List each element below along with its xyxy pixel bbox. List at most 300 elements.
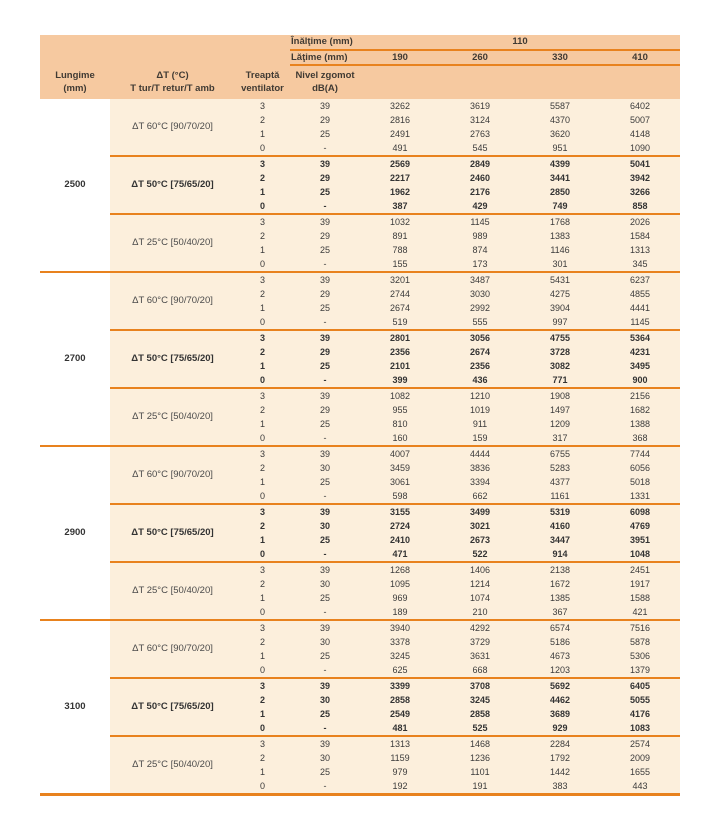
value-cell: 771 <box>520 373 600 388</box>
value-cell: 1032 <box>360 214 440 229</box>
zgomot-cell: 25 <box>290 417 360 431</box>
latime-value-410: 410 <box>600 50 680 65</box>
value-cell: 3441 <box>520 171 600 185</box>
zgomot-cell: - <box>290 199 360 214</box>
value-cell: 1048 <box>600 547 680 562</box>
value-cell: 429 <box>440 199 520 214</box>
latime-value-260: 260 <box>440 50 520 65</box>
value-cell: 4176 <box>600 707 680 721</box>
value-cell: 891 <box>360 229 440 243</box>
delta-t-cell: ΔT 25°C [50/40/20] <box>110 562 235 620</box>
treapta-cell: 0 <box>235 779 290 795</box>
treapta-cell: 1 <box>235 707 290 721</box>
value-cell: 3499 <box>440 504 520 519</box>
value-cell: 951 <box>520 141 600 156</box>
value-cell: 5878 <box>600 635 680 649</box>
zgomot-cell: - <box>290 663 360 678</box>
value-cell: 911 <box>440 417 520 431</box>
zgomot-cell: 25 <box>290 127 360 141</box>
value-cell: 2026 <box>600 214 680 229</box>
value-cell: 1406 <box>440 562 520 577</box>
treapta-cell: 2 <box>235 287 290 301</box>
value-cell: 189 <box>360 605 440 620</box>
value-cell: 1768 <box>520 214 600 229</box>
value-cell: 2491 <box>360 127 440 141</box>
value-cell: 5364 <box>600 330 680 345</box>
value-cell: 3904 <box>520 301 600 315</box>
value-cell: 3708 <box>440 678 520 693</box>
value-cell: 491 <box>360 141 440 156</box>
value-cell: 3030 <box>440 287 520 301</box>
value-cell: 1468 <box>440 736 520 751</box>
treapta-cell: 2 <box>235 171 290 185</box>
zgomot-cell: 30 <box>290 519 360 533</box>
value-cell: 2801 <box>360 330 440 345</box>
treapta-cell: 2 <box>235 461 290 475</box>
value-cell: 2850 <box>520 185 600 199</box>
value-cell: 3942 <box>600 171 680 185</box>
value-cell: 3940 <box>360 620 440 635</box>
table-row <box>40 214 680 229</box>
value-cell: 191 <box>440 779 520 795</box>
latime-label: Lăţime (mm) <box>290 50 360 65</box>
zgomot-cell: - <box>290 721 360 736</box>
value-cell: 6237 <box>600 272 680 287</box>
value-cell: 2138 <box>520 562 600 577</box>
value-cell: 160 <box>360 431 440 446</box>
value-cell: 368 <box>600 431 680 446</box>
zgomot-cell: - <box>290 431 360 446</box>
zgomot-cell: 30 <box>290 461 360 475</box>
zgomot-cell: 30 <box>290 577 360 591</box>
value-cell: 210 <box>440 605 520 620</box>
value-cell: 519 <box>360 315 440 330</box>
header-text-line: T tur/T retur/T amb <box>130 83 215 95</box>
treapta-cell: 2 <box>235 345 290 359</box>
value-cell: 1385 <box>520 591 600 605</box>
treapta-cell: 2 <box>235 693 290 707</box>
zgomot-cell: 39 <box>290 99 360 113</box>
value-cell: 929 <box>520 721 600 736</box>
treapta-cell: 2 <box>235 577 290 591</box>
value-cell: 4148 <box>600 127 680 141</box>
value-cell: 1584 <box>600 229 680 243</box>
delta-t-column-header <box>110 65 235 99</box>
treapta-cell: 1 <box>235 301 290 315</box>
value-cell: 3619 <box>440 99 520 113</box>
value-cell: 5431 <box>520 272 600 287</box>
treapta-cell: 3 <box>235 330 290 345</box>
treapta-cell: 3 <box>235 620 290 635</box>
value-cell: 5692 <box>520 678 600 693</box>
value-cell: 3056 <box>440 330 520 345</box>
value-cell: 6405 <box>600 678 680 693</box>
value-cell: 1672 <box>520 577 600 591</box>
latime-value-330: 330 <box>520 50 600 65</box>
value-cell: 7744 <box>600 446 680 461</box>
value-cell: 2574 <box>600 736 680 751</box>
value-cell: 2101 <box>360 359 440 373</box>
value-cell: 4855 <box>600 287 680 301</box>
value-cell: 2284 <box>520 736 600 751</box>
table-row <box>40 736 680 751</box>
delta-t-cell: ΔT 60°C [90/70/20] <box>110 272 235 330</box>
value-cell: 3487 <box>440 272 520 287</box>
table-row <box>40 446 680 461</box>
value-cell: 5587 <box>520 99 600 113</box>
treapta-cell: 3 <box>235 99 290 113</box>
value-cell: 3245 <box>360 649 440 663</box>
value-cell: 5018 <box>600 475 680 489</box>
zgomot-cell: 39 <box>290 388 360 403</box>
value-cell: 1210 <box>440 388 520 403</box>
zgomot-cell: 29 <box>290 287 360 301</box>
value-cell: 3124 <box>440 113 520 127</box>
value-cell: 3447 <box>520 533 600 547</box>
header-text-line: ΔT (°C) <box>156 70 189 82</box>
zgomot-cell: - <box>290 373 360 388</box>
value-cell: 810 <box>360 417 440 431</box>
value-cell: 481 <box>360 721 440 736</box>
value-cell: 625 <box>360 663 440 678</box>
value-cell: 5319 <box>520 504 600 519</box>
zgomot-cell: 25 <box>290 591 360 605</box>
value-cell: 4441 <box>600 301 680 315</box>
value-cell: 874 <box>440 243 520 257</box>
zgomot-cell: - <box>290 779 360 795</box>
value-cell: 1331 <box>600 489 680 504</box>
treapta-cell: 1 <box>235 533 290 547</box>
table-row <box>40 156 680 171</box>
value-cell: 5306 <box>600 649 680 663</box>
treapta-cell: 0 <box>235 721 290 736</box>
treapta-cell: 3 <box>235 736 290 751</box>
delta-t-cell: ΔT 25°C [50/40/20] <box>110 736 235 795</box>
value-cell: 471 <box>360 547 440 562</box>
inaltime-label: Înălţime (mm) <box>290 35 360 50</box>
value-cell: 3061 <box>360 475 440 489</box>
zgomot-cell: 25 <box>290 359 360 373</box>
table-row <box>40 388 680 403</box>
value-cell: 900 <box>600 373 680 388</box>
table-row <box>40 678 680 693</box>
table-row <box>40 99 680 113</box>
value-cell: 4444 <box>440 446 520 461</box>
treapta-cell: 3 <box>235 562 290 577</box>
treapta-cell: 0 <box>235 315 290 330</box>
value-cell: 1497 <box>520 403 600 417</box>
value-cell: 5283 <box>520 461 600 475</box>
value-cell: 4755 <box>520 330 600 345</box>
value-cell: 2549 <box>360 707 440 721</box>
header-blank-cell <box>360 65 680 99</box>
value-cell: 3021 <box>440 519 520 533</box>
value-cell: 3262 <box>360 99 440 113</box>
value-cell: 1203 <box>520 663 600 678</box>
value-cell: 6098 <box>600 504 680 519</box>
value-cell: 436 <box>440 373 520 388</box>
radiator-output-table <box>40 35 680 796</box>
value-cell: 1588 <box>600 591 680 605</box>
treapta-cell: 1 <box>235 417 290 431</box>
value-cell: 3378 <box>360 635 440 649</box>
treapta-cell: 1 <box>235 127 290 141</box>
value-cell: 1083 <box>600 721 680 736</box>
treapta-cell: 2 <box>235 751 290 765</box>
table-row <box>40 272 680 287</box>
zgomot-cell: 30 <box>290 693 360 707</box>
zgomot-cell: 25 <box>290 185 360 199</box>
value-cell: 3620 <box>520 127 600 141</box>
treapta-cell: 3 <box>235 446 290 461</box>
header-text-line: ventilator <box>241 83 284 95</box>
value-cell: 1268 <box>360 562 440 577</box>
value-cell: 1313 <box>360 736 440 751</box>
lungime-cell: 2700 <box>40 272 110 446</box>
value-cell: 4377 <box>520 475 600 489</box>
value-cell: 173 <box>440 257 520 272</box>
value-cell: 1145 <box>600 315 680 330</box>
treapta-cell: 0 <box>235 489 290 504</box>
value-cell: 997 <box>520 315 600 330</box>
table-row <box>40 504 680 519</box>
value-cell: 4007 <box>360 446 440 461</box>
header-text-line: Nivel zgomot <box>295 70 355 82</box>
value-cell: 1236 <box>440 751 520 765</box>
value-cell: 7516 <box>600 620 680 635</box>
value-cell: 3266 <box>600 185 680 199</box>
column-header-row <box>40 65 680 99</box>
table-header <box>40 35 680 99</box>
value-cell: 1074 <box>440 591 520 605</box>
value-cell: 3836 <box>440 461 520 475</box>
value-cell: 1101 <box>440 765 520 779</box>
treapta-cell: 1 <box>235 243 290 257</box>
value-cell: 1962 <box>360 185 440 199</box>
value-cell: 1019 <box>440 403 520 417</box>
value-cell: 1388 <box>600 417 680 431</box>
value-cell: 1146 <box>520 243 600 257</box>
value-cell: 5007 <box>600 113 680 127</box>
delta-t-cell: ΔT 50°C [75/65/20] <box>110 678 235 736</box>
zgomot-cell: 30 <box>290 751 360 765</box>
value-cell: 3399 <box>360 678 440 693</box>
value-cell: 1792 <box>520 751 600 765</box>
value-cell: 2460 <box>440 171 520 185</box>
value-cell: 1209 <box>520 417 600 431</box>
treapta-cell: 3 <box>235 156 290 171</box>
value-cell: 788 <box>360 243 440 257</box>
treapta-cell: 0 <box>235 141 290 156</box>
value-cell: 1082 <box>360 388 440 403</box>
zgomot-cell: - <box>290 141 360 156</box>
zgomot-cell: 29 <box>290 229 360 243</box>
zgomot-cell: - <box>290 605 360 620</box>
treapta-cell: 0 <box>235 663 290 678</box>
value-cell: 989 <box>440 229 520 243</box>
value-cell: 345 <box>600 257 680 272</box>
value-cell: 5055 <box>600 693 680 707</box>
table-row <box>40 562 680 577</box>
zgomot-cell: - <box>290 257 360 272</box>
value-cell: 545 <box>440 141 520 156</box>
value-cell: 5186 <box>520 635 600 649</box>
zgomot-cell: 29 <box>290 113 360 127</box>
treapta-cell: 1 <box>235 765 290 779</box>
value-cell: 525 <box>440 721 520 736</box>
zgomot-cell: 39 <box>290 330 360 345</box>
zgomot-cell: 29 <box>290 345 360 359</box>
zgomot-cell: 25 <box>290 533 360 547</box>
value-cell: 3951 <box>600 533 680 547</box>
value-cell: 2763 <box>440 127 520 141</box>
value-cell: 3245 <box>440 693 520 707</box>
zgomot-cell: 25 <box>290 707 360 721</box>
value-cell: 2451 <box>600 562 680 577</box>
value-cell: 2009 <box>600 751 680 765</box>
treapta-cell: 3 <box>235 678 290 693</box>
value-cell: 399 <box>360 373 440 388</box>
value-cell: 2356 <box>440 359 520 373</box>
value-cell: 3394 <box>440 475 520 489</box>
treapta-cell: 2 <box>235 403 290 417</box>
treapta-cell: 3 <box>235 388 290 403</box>
delta-t-cell: ΔT 60°C [90/70/20] <box>110 620 235 678</box>
value-cell: 192 <box>360 779 440 795</box>
value-cell: 2410 <box>360 533 440 547</box>
value-cell: 914 <box>520 547 600 562</box>
delta-t-cell: ΔT 50°C [75/65/20] <box>110 330 235 388</box>
value-cell: 317 <box>520 431 600 446</box>
zgomot-cell: 25 <box>290 649 360 663</box>
header-text-line: Lungime <box>55 70 95 82</box>
value-cell: 1214 <box>440 577 520 591</box>
lungime-cell: 2500 <box>40 99 110 272</box>
value-cell: 2156 <box>600 388 680 403</box>
value-cell: 1145 <box>440 214 520 229</box>
delta-t-cell: ΔT 60°C [90/70/20] <box>110 99 235 156</box>
value-cell: 5041 <box>600 156 680 171</box>
value-cell: 4769 <box>600 519 680 533</box>
zgomot-cell: 39 <box>290 214 360 229</box>
width-header-row <box>40 50 680 65</box>
value-cell: 6574 <box>520 620 600 635</box>
value-cell: 2176 <box>440 185 520 199</box>
zgomot-cell: 29 <box>290 403 360 417</box>
value-cell: 421 <box>600 605 680 620</box>
treapta-cell: 0 <box>235 547 290 562</box>
value-cell: 2217 <box>360 171 440 185</box>
value-cell: 4370 <box>520 113 600 127</box>
treapta-cell: 3 <box>235 214 290 229</box>
value-cell: 6402 <box>600 99 680 113</box>
treapta-cell: 1 <box>235 475 290 489</box>
value-cell: 1917 <box>600 577 680 591</box>
lungime-column-header <box>40 65 110 99</box>
zgomot-cell: - <box>290 547 360 562</box>
value-cell: 1313 <box>600 243 680 257</box>
value-cell: 159 <box>440 431 520 446</box>
value-cell: 1908 <box>520 388 600 403</box>
value-cell: 1090 <box>600 141 680 156</box>
value-cell: 2674 <box>360 301 440 315</box>
value-cell: 2674 <box>440 345 520 359</box>
delta-t-cell: ΔT 25°C [50/40/20] <box>110 388 235 446</box>
value-cell: 367 <box>520 605 600 620</box>
treapta-column-header <box>235 65 290 99</box>
zgomot-cell: 39 <box>290 620 360 635</box>
value-cell: 387 <box>360 199 440 214</box>
value-cell: 4292 <box>440 620 520 635</box>
value-cell: 443 <box>600 779 680 795</box>
latime-value-190: 190 <box>360 50 440 65</box>
height-header-row <box>40 35 680 50</box>
value-cell: 522 <box>440 547 520 562</box>
treapta-cell: 1 <box>235 591 290 605</box>
lungime-cell: 2900 <box>40 446 110 620</box>
value-cell: 2724 <box>360 519 440 533</box>
zgomot-cell: - <box>290 315 360 330</box>
value-cell: 3729 <box>440 635 520 649</box>
value-cell: 2992 <box>440 301 520 315</box>
value-cell: 668 <box>440 663 520 678</box>
value-cell: 155 <box>360 257 440 272</box>
treapta-cell: 0 <box>235 199 290 214</box>
value-cell: 2816 <box>360 113 440 127</box>
zgomot-cell: - <box>290 489 360 504</box>
delta-t-cell: ΔT 50°C [75/65/20] <box>110 156 235 214</box>
value-cell: 858 <box>600 199 680 214</box>
table-row <box>40 330 680 345</box>
value-cell: 1383 <box>520 229 600 243</box>
value-cell: 4231 <box>600 345 680 359</box>
treapta-cell: 0 <box>235 257 290 272</box>
zgomot-cell: 39 <box>290 446 360 461</box>
delta-t-cell: ΔT 50°C [75/65/20] <box>110 504 235 562</box>
zgomot-cell: 30 <box>290 635 360 649</box>
value-cell: 1159 <box>360 751 440 765</box>
zgomot-cell: 25 <box>290 243 360 257</box>
value-cell: 4160 <box>520 519 600 533</box>
value-cell: 3495 <box>600 359 680 373</box>
value-cell: 2858 <box>360 693 440 707</box>
zgomot-cell: 39 <box>290 736 360 751</box>
value-cell: 6056 <box>600 461 680 475</box>
header-blank-cell <box>40 35 290 50</box>
value-cell: 2858 <box>440 707 520 721</box>
value-cell: 1682 <box>600 403 680 417</box>
value-cell: 2849 <box>440 156 520 171</box>
value-cell: 1095 <box>360 577 440 591</box>
delta-t-cell: ΔT 25°C [50/40/20] <box>110 214 235 272</box>
value-cell: 955 <box>360 403 440 417</box>
value-cell: 749 <box>520 199 600 214</box>
value-cell: 969 <box>360 591 440 605</box>
value-cell: 2356 <box>360 345 440 359</box>
value-cell: 662 <box>440 489 520 504</box>
header-text-line: Treaptă <box>245 70 280 82</box>
treapta-cell: 2 <box>235 519 290 533</box>
value-cell: 4462 <box>520 693 600 707</box>
value-cell: 598 <box>360 489 440 504</box>
lungime-cell: 3100 <box>40 620 110 795</box>
table-row <box>40 620 680 635</box>
treapta-cell: 0 <box>235 431 290 446</box>
treapta-cell: 3 <box>235 272 290 287</box>
treapta-cell: 3 <box>235 504 290 519</box>
zgomot-cell: 39 <box>290 678 360 693</box>
zgomot-cell: 25 <box>290 301 360 315</box>
